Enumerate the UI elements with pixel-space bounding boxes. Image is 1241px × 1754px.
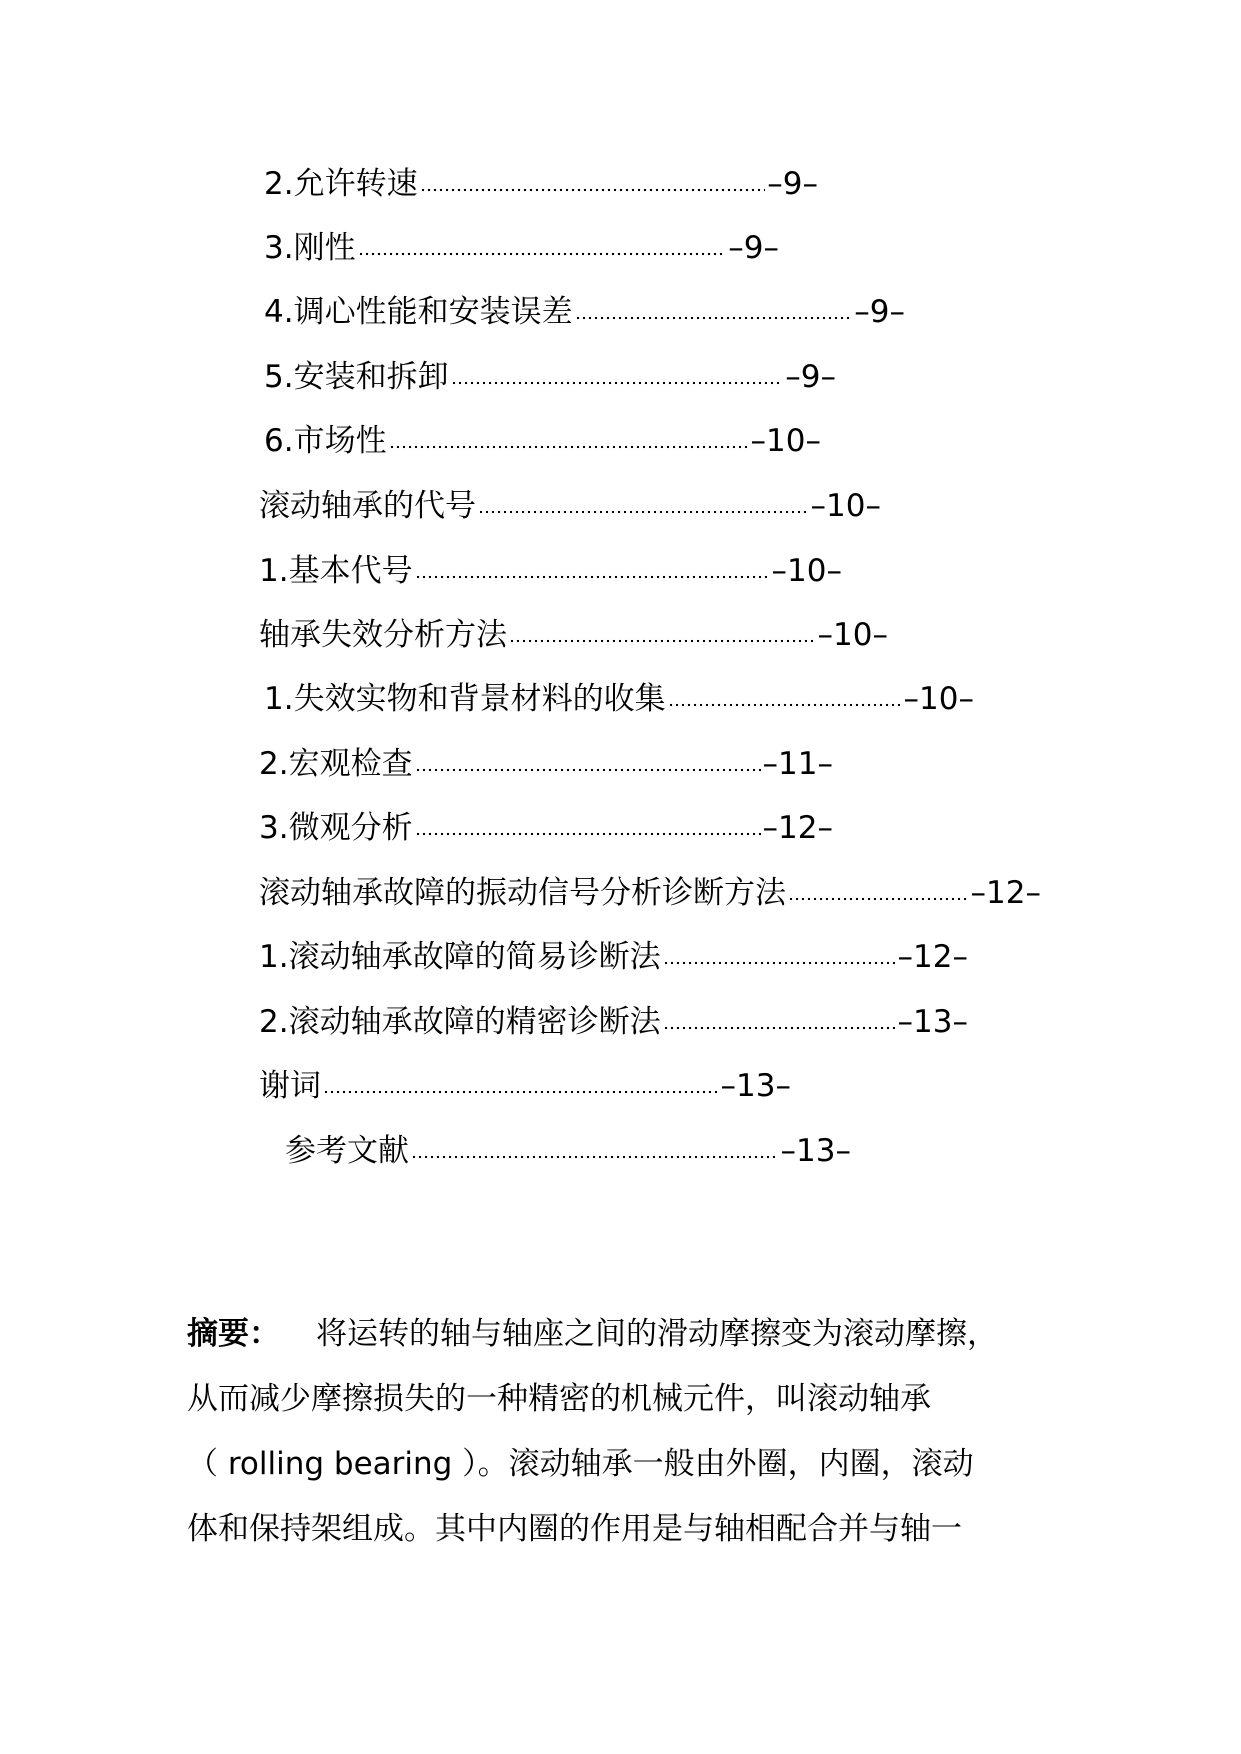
toc-entry[interactable] bbox=[259, 744, 833, 784]
abstract-line: 体和保持架组成。其中内圈的作用是与轴相配合并与轴一 bbox=[187, 1511, 962, 1547]
toc-entry[interactable] bbox=[259, 937, 968, 977]
toc-dot-leader bbox=[420, 188, 766, 192]
toc-entry-page: –9– bbox=[854, 294, 905, 330]
toc-entry-page: –11– bbox=[762, 746, 833, 782]
abstract-line: （ rolling bearing ）。滚动轴承一般由外圈，内圈，滚动 bbox=[187, 1446, 974, 1482]
toc-dot-leader bbox=[509, 639, 816, 643]
toc-dot-leader bbox=[451, 381, 784, 385]
toc-entry[interactable] bbox=[259, 486, 881, 526]
toc-entry-title: 3.微观分析 bbox=[259, 810, 413, 846]
toc-dot-leader bbox=[415, 832, 761, 836]
toc-entry-page: –12– bbox=[897, 939, 968, 975]
toc-dot-leader bbox=[323, 1090, 719, 1094]
toc-dot-leader bbox=[411, 1155, 779, 1159]
toc-entry-title: 滚动轴承故障的振动信号分析诊断方法 bbox=[259, 875, 786, 911]
toc-entry-title: 参考文献 bbox=[285, 1133, 409, 1169]
toc-dot-leader bbox=[663, 961, 896, 965]
toc-entry-page: –9– bbox=[767, 166, 818, 202]
toc-entry-title: 6.市场性 bbox=[264, 423, 387, 459]
toc-entry-page: –13– bbox=[897, 1004, 968, 1040]
toc-dot-leader bbox=[389, 445, 749, 449]
toc-dot-leader bbox=[788, 897, 969, 901]
toc-entry[interactable] bbox=[259, 551, 842, 591]
abstract-paragraph bbox=[187, 1302, 1067, 1562]
toc-entry-page: –10– bbox=[750, 423, 821, 459]
toc-entry-page: –12– bbox=[970, 875, 1041, 911]
toc-entry-page: –10– bbox=[903, 681, 974, 717]
toc-entry-page: –10– bbox=[810, 488, 881, 524]
toc-entry[interactable] bbox=[259, 873, 1041, 913]
toc-entry-page: –9– bbox=[728, 230, 779, 266]
toc-dot-leader bbox=[358, 252, 727, 256]
toc-entry[interactable] bbox=[259, 808, 833, 848]
abstract-text: 将运转的轴与轴座之间的滑动摩擦变为滚动摩擦， bbox=[316, 1316, 998, 1352]
toc-entry-title: 2.允许转速 bbox=[264, 166, 418, 202]
toc-entry-title: 1.基本代号 bbox=[259, 553, 413, 589]
toc-entry[interactable] bbox=[264, 679, 974, 719]
toc-entry-page: –12– bbox=[762, 810, 833, 846]
toc-entry-page: –13– bbox=[780, 1133, 851, 1169]
toc-entry[interactable] bbox=[259, 1066, 791, 1106]
toc-entry-title: 轴承失效分析方法 bbox=[259, 617, 507, 653]
toc-entry-title: 1.失效实物和背景材料的收集 bbox=[264, 681, 666, 717]
abstract-line: 从而减少摩擦损失的一种精密的机械元件，叫滚动轴承 bbox=[187, 1381, 931, 1417]
toc-entry[interactable] bbox=[264, 164, 818, 204]
toc-dot-leader bbox=[415, 575, 770, 579]
toc-entry-page: –10– bbox=[771, 553, 842, 589]
toc-entry-title: 3.刚性 bbox=[264, 230, 356, 266]
toc-dot-leader bbox=[478, 510, 809, 514]
toc-entry-title: 5.安装和拆卸 bbox=[264, 359, 449, 395]
abstract-line bbox=[187, 1302, 1067, 1367]
toc-entry[interactable] bbox=[264, 228, 779, 268]
toc-entry-page: –10– bbox=[817, 617, 888, 653]
toc-entry-title: 谢词 bbox=[259, 1068, 321, 1104]
toc-entry[interactable] bbox=[264, 292, 905, 332]
toc-entry[interactable] bbox=[264, 357, 836, 397]
toc-entry[interactable] bbox=[285, 1131, 851, 1171]
toc-dot-leader bbox=[415, 768, 761, 772]
toc-dot-leader bbox=[663, 1026, 896, 1030]
toc-entry-page: –13– bbox=[720, 1068, 791, 1104]
toc-entry-title: 滚动轴承的代号 bbox=[259, 488, 476, 524]
toc-entry[interactable] bbox=[264, 421, 821, 461]
toc-entry[interactable] bbox=[259, 615, 888, 655]
toc-entry-page: –9– bbox=[785, 359, 836, 395]
toc-entry-title: 4.调心性能和安装误差 bbox=[264, 294, 573, 330]
toc-entry-title: 1.滚动轴承故障的简易诊断法 bbox=[259, 939, 661, 975]
toc-entry-title: 2.滚动轴承故障的精密诊断法 bbox=[259, 1004, 661, 1040]
toc-entry[interactable] bbox=[259, 1002, 968, 1042]
toc-dot-leader bbox=[668, 703, 902, 707]
toc-dot-leader bbox=[575, 316, 853, 320]
toc-entry-title: 2.宏观检查 bbox=[259, 746, 413, 782]
abstract-label: 摘要： bbox=[187, 1316, 280, 1352]
